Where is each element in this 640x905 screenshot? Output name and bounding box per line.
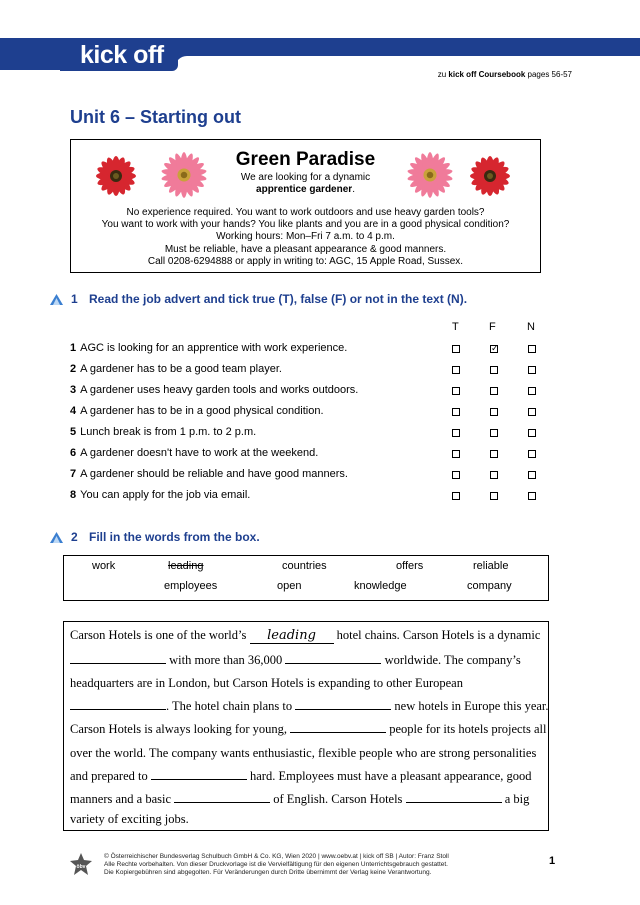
- statement-row: [70, 468, 348, 480]
- checkbox-f[interactable]: [490, 387, 498, 395]
- statement-text: AGC is looking for an apprentice with work experience.: [80, 342, 348, 354]
- word-item: countries: [282, 560, 327, 572]
- statement-row: [70, 405, 324, 417]
- checkbox-f[interactable]: [490, 408, 498, 416]
- word-item: employees: [164, 580, 218, 592]
- checkbox-f[interactable]: [490, 450, 498, 458]
- blank-gap[interactable]: [174, 792, 270, 803]
- blank-gap[interactable]: [406, 792, 502, 803]
- checkbox-n[interactable]: [528, 492, 536, 500]
- blank-gap[interactable]: [151, 769, 247, 780]
- column-false: F: [489, 321, 496, 333]
- cloze-text: [63, 621, 549, 831]
- job-advert: [70, 139, 541, 273]
- word-item-used: leading: [168, 560, 204, 572]
- statement-row: [70, 342, 347, 354]
- checkbox-t[interactable]: [452, 387, 460, 395]
- word-item: reliable: [473, 560, 509, 572]
- statement-text: A gardener should be reliable and have good manners.: [80, 468, 348, 480]
- blank-gap[interactable]: [285, 653, 381, 664]
- statement-text: A gardener uses heavy garden tools and works outdoors.: [80, 384, 359, 396]
- advert-line: Must be reliable, have a pleasant appearance & good manners.: [164, 244, 447, 255]
- page-number: 1: [549, 855, 556, 867]
- column-true: T: [452, 321, 459, 333]
- text-line: over the world. The company wants enthusiastic, flexible people who are strong personalities: [70, 746, 537, 760]
- statement-text: A gardener doesn't have to work at the weekend.: [80, 447, 319, 459]
- checkbox-f[interactable]: [490, 471, 498, 479]
- text-line: with more than 36,000 worldwide. The company’s: [70, 653, 521, 668]
- advert-title: Green Paradise: [235, 149, 376, 170]
- advert-line: apprentice gardener.: [256, 184, 355, 195]
- advert-line: Call 0208-6294888 or apply in writing to: AGC, 15 Apple Road, Sussex.: [147, 256, 464, 267]
- text-line: and prepared to hard. Employees must have a pleasant appearance, good: [70, 769, 532, 783]
- checkbox-t[interactable]: [452, 408, 460, 416]
- kick-off-logo: kick off: [60, 39, 178, 71]
- statement-row: [70, 426, 256, 438]
- statement-row: [70, 384, 358, 396]
- checkbox-f[interactable]: [490, 429, 498, 437]
- text-line: manners and a basic of English. Carson Hotels a big: [70, 792, 530, 806]
- checkbox-t[interactable]: [452, 471, 460, 479]
- blank-gap[interactable]: [295, 699, 391, 710]
- statement-text: A gardener has to be a good team player.: [80, 363, 282, 375]
- statement-number: 5: [70, 426, 77, 438]
- word-item: work: [92, 560, 116, 572]
- text-line: Carson Hotels is one of the world’s leading hotel chains. Carson Hotels is a dynamic: [70, 628, 541, 643]
- checkbox-f[interactable]: [490, 345, 498, 353]
- checkbox-n[interactable]: [528, 387, 536, 395]
- statement-number: 3: [70, 384, 77, 396]
- footer-copyright: © Österreichischer Bundesverlag Schulbuch GmbH & Co. KG, Wien 2020 | www.oebv.at | kick off SB | Autor: Franz Stoll Alle Rechte vorbehalten. Von dieser Druckvorlage ist die Vervielfältigung für den eigenen Unterrichtsgebrauch gestattet. Die Kopiergebühren sind abgegolten. Für Veränderungen durch Dritte übernimmt der Verlag keine Verantwortung.: [104, 853, 449, 876]
- word-item: offers: [396, 560, 424, 572]
- text-line: headquarters are in London, but Carson Hotels is expanding to other European: [70, 676, 463, 690]
- checkbox-f[interactable]: [490, 366, 498, 374]
- statement-number: 1: [70, 342, 77, 354]
- level-triangle-icon: [50, 532, 63, 543]
- advert-line: You want to work with your hands? You like plants and you are in a good physical condition?: [101, 219, 510, 230]
- advert-line: No experience required. You want to work outdoors and use heavy garden tools?: [126, 207, 485, 218]
- page-title: Unit 6 – Starting out: [70, 107, 241, 127]
- statement-row: [70, 489, 250, 501]
- text-line: Carson Hotels is always looking for young, people for its hotels projects all: [70, 722, 547, 736]
- advert-line: Working hours: Mon–Fri 7 a.m. to 4 p.m.: [216, 231, 395, 242]
- checkbox-t[interactable]: [452, 429, 460, 437]
- statement-number: 6: [70, 447, 77, 459]
- checkbox-t[interactable]: [452, 366, 460, 374]
- statement-text: Lunch break is from 1 p.m. to 2 p.m.: [80, 426, 257, 438]
- advert-line: We are looking for a dynamic: [240, 172, 371, 183]
- header-notch: [175, 56, 640, 70]
- statement-text: A gardener has to be in a good physical condition.: [80, 405, 324, 417]
- statement-number: 2: [70, 363, 77, 375]
- blank-gap[interactable]: [290, 722, 386, 733]
- word-item: company: [467, 580, 512, 592]
- coursebook-reference: zu kick off Coursebook pages 56-57: [437, 70, 572, 79]
- word-item: open: [277, 580, 302, 592]
- statement-number: 4: [70, 405, 77, 417]
- checkbox-f[interactable]: [490, 492, 498, 500]
- text-line: . The hotel chain plans to new hotels in Europe this year.: [70, 699, 549, 714]
- example-answer: leading: [250, 628, 334, 644]
- exercise-2-heading: 2 Fill in the words from the box.: [50, 530, 260, 544]
- svg-text:öbv: öbv: [76, 864, 86, 870]
- blank-gap[interactable]: [70, 653, 166, 664]
- blank-gap[interactable]: [70, 699, 166, 710]
- text-line: variety of exciting jobs.: [70, 812, 189, 826]
- checkbox-n[interactable]: [528, 408, 536, 416]
- statement-number: 7: [70, 468, 77, 480]
- statement-number: 8: [70, 489, 77, 501]
- word-item: knowledge: [354, 580, 407, 592]
- checkbox-t[interactable]: [452, 345, 460, 353]
- checkbox-t[interactable]: [452, 492, 460, 500]
- checkbox-n[interactable]: [528, 366, 536, 374]
- statement-row: [70, 363, 282, 375]
- statement-row: [70, 447, 318, 459]
- statement-text: You can apply for the job via email.: [80, 489, 251, 501]
- checkbox-n[interactable]: [528, 345, 536, 353]
- checkbox-n[interactable]: [528, 450, 536, 458]
- word-box: [63, 555, 549, 601]
- checkbox-t[interactable]: [452, 450, 460, 458]
- oebv-logo-icon: [70, 853, 92, 875]
- checkbox-n[interactable]: [528, 471, 536, 479]
- checkbox-n[interactable]: [528, 429, 536, 437]
- exercise-1-heading: 1 Read the job advert and tick true (T), false (F) or not in the text (N).: [50, 292, 467, 306]
- column-not-in-text: N: [527, 321, 535, 333]
- level-triangle-icon: [50, 294, 63, 305]
